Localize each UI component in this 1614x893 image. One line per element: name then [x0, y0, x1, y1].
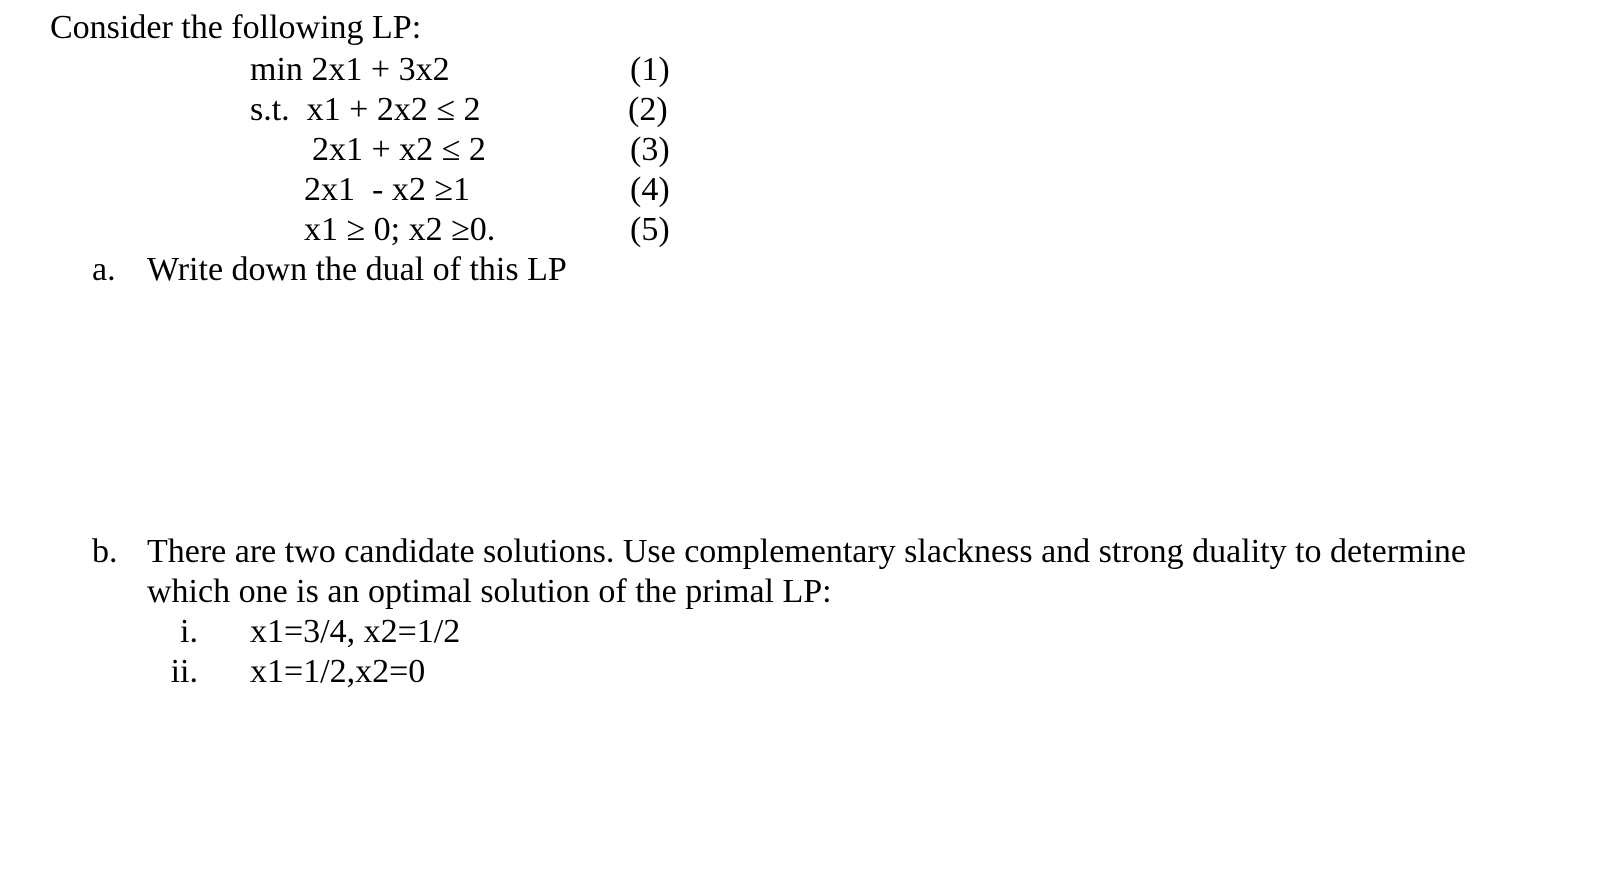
lp-equation-number: (4) [630, 171, 670, 208]
candidate-solution: x1=3/4, x2=1/2 [250, 613, 461, 650]
lp-equation-number: (3) [630, 131, 670, 168]
candidate-solution: x1=1/2,x2=0 [250, 653, 426, 690]
lp-objective: min 2x1 + 3x2 [250, 51, 450, 88]
problem-intro: Consider the following LP: [50, 9, 422, 46]
question-letter: a. [92, 251, 116, 288]
lp-equation-number: (5) [630, 211, 670, 248]
lp-constraint: 2x1 - x2 ≥1 [304, 171, 470, 208]
candidate-number: i. [180, 613, 198, 650]
lp-equation-number: (2) [628, 91, 668, 128]
lp-constraint: x1 ≥ 0; x2 ≥0. [304, 211, 496, 248]
question-text-line-1: There are two candidate solutions. Use complementary slackness and strong duality to determine [147, 533, 1466, 570]
lp-constraint: s.t. x1 + 2x2 ≤ 2 [250, 91, 481, 128]
question-text: Write down the dual of this LP [147, 251, 567, 288]
question-letter: b. [92, 533, 118, 570]
candidate-number: ii. [170, 653, 198, 690]
question-text-line-2: which one is an optimal solution of the primal LP: [147, 573, 832, 610]
lp-constraint: 2x1 + x2 ≤ 2 [312, 131, 486, 168]
lp-equation-number: (1) [630, 51, 670, 88]
